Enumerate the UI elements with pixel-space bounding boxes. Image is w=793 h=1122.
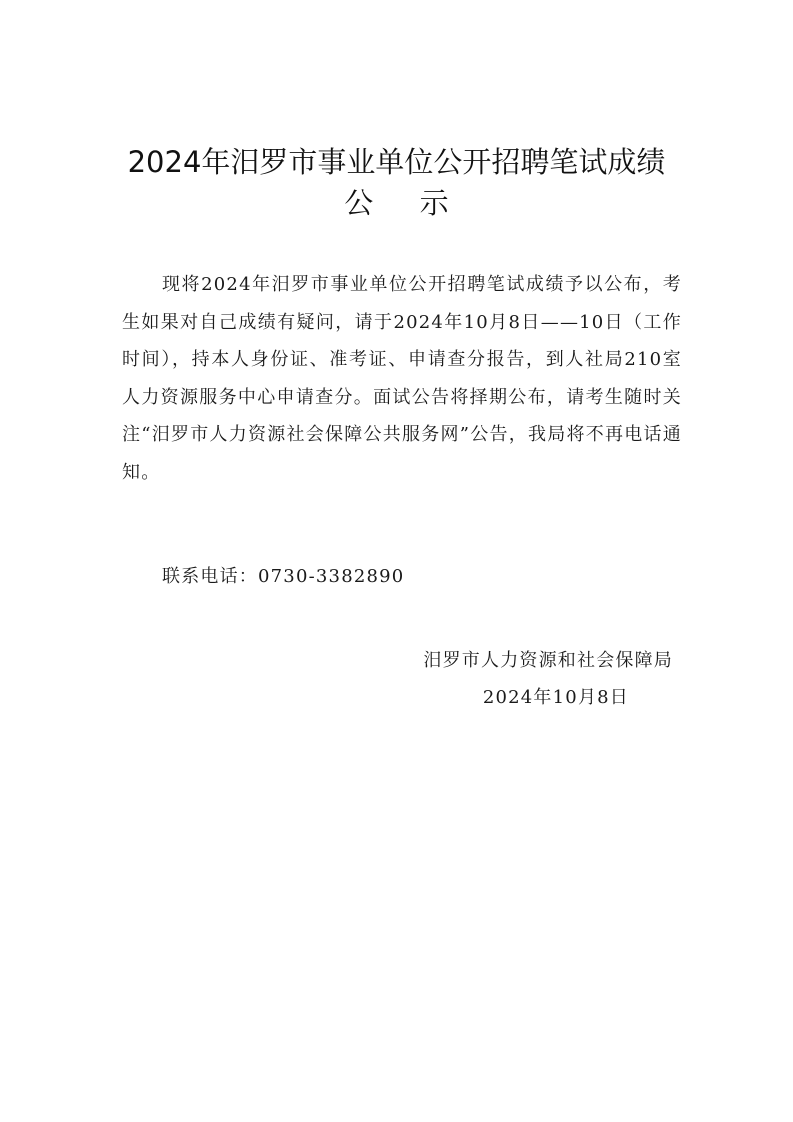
contact-phone: 联系电话：0730-3382890: [162, 566, 405, 587]
document-subtitle: 公示: [344, 186, 496, 220]
issuing-organization: 汨罗市人力资源和社会保障局: [423, 650, 673, 671]
document-title: 2024年汨罗市事业单位公开招聘笔试成绩: [127, 145, 666, 179]
signature-block: [423, 642, 673, 716]
announcement-body: 现将2024年汨罗市事业单位公开招聘笔试成绩予以公布，考生如果对自己成绩有疑问，请于2024年10月8日——10日（工作时间），持本人身份证、准考证、申请查分报告，到人社局210室人力资源服务中心申请查分。面试公告将择期公布，请考生随时关注“汨罗市人力资源社会保障公共服务网”公告，我局将不再电话通知。: [122, 274, 682, 483]
issue-date: 2024年10月8日: [482, 687, 629, 708]
